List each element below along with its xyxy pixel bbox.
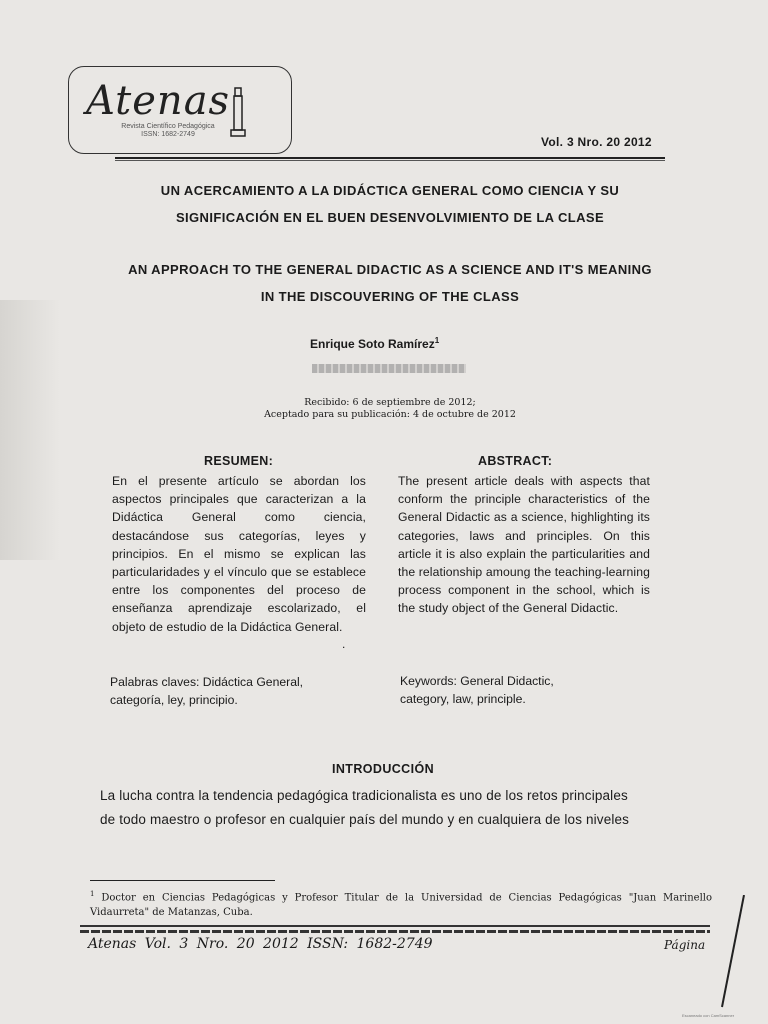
- abstract-keywords: Keywords: General Didactic, category, law, principle.: [400, 674, 554, 706]
- publication-dates: Recibido: 6 de septiembre de 2012; Aceptado para su publicación: 4 de octubre de 2012: [264, 397, 516, 420]
- title-english: AN APPROACH TO THE GENERAL DIDACTIC AS A SCIENCE AND IT'S MEANING IN THE DISCOUVERING OF THE CLASS: [128, 262, 652, 304]
- scan-edge-line: [718, 895, 748, 1010]
- footer-citation: Atenas Vol. 3 Nro. 20 2012 ISSN: 1682-2749: [88, 936, 433, 952]
- stray-mark: .: [342, 637, 346, 651]
- resumen-keywords: Palabras claves: Didáctica General, categoría, ley, principio.: [110, 675, 304, 707]
- volume-issue-year: Vol. 3 Nro. 20 2012: [541, 135, 652, 149]
- scan-shadow: [0, 300, 60, 560]
- resumen-heading: RESUMEN:: [204, 454, 274, 468]
- tower-icon: [228, 84, 248, 140]
- scanner-watermark: Escaneado con CamScanner: [682, 1013, 735, 1018]
- footnote-rule: [90, 880, 275, 881]
- header-rule: [115, 157, 665, 159]
- introduction-line-1: La lucha contra la tendencia pedagógica tradicionalista es uno de los retos principales: [100, 788, 628, 803]
- journal-logo-wordmark: Atenas: [86, 78, 231, 124]
- introduction-heading: INTRODUCCIÓN: [332, 762, 435, 776]
- introduction-line-2: de todo maestro o profesor en cualquier país del mundo y en cualquiera de los niveles: [100, 812, 630, 827]
- resumen-body: En el presente artículo se abordan los aspectos principales que caracterizan a la Didáctica General como ciencia, destacándose sus categorías, leyes y principios. En el mismo se explican las particularidades y el vínculo que se establece entre los componentes del proceso de enseñanza aprendizaje escolarizado, el objeto de estudio de la Didáctica General.: [112, 474, 366, 634]
- abstract-heading: ABSTRACT:: [478, 454, 553, 468]
- author-email-redacted: [312, 364, 466, 373]
- author-name: Enrique Soto Ramírez$^1$: [310, 336, 440, 351]
- title-spanish: UN ACERCAMIENTO A LA DIDÁCTICA GENERAL COMO CIENCIA Y SU SIGNIFICACIÓN EN EL BUEN DESENVOLVIMIENTO DE LA CLASE: [160, 183, 620, 225]
- footer-rule: [80, 925, 710, 927]
- journal-logo-subtitle: Revista Científico Pedagógica ISSN: 1682-2749: [121, 123, 215, 138]
- footer-page-label: Página: [664, 938, 706, 952]
- header-rule-thin: [115, 160, 665, 161]
- footnote: $^1$ Doctor en Ciencias Pedagógicas y Profesor Titular de la Universidad de Ciencias Pedagógicas "Juan Marinello Vidaurreta" de Matanzas, Cuba.: [90, 890, 712, 919]
- abstract-body: The present article deals with aspects that conform the principle characteristics of the General Didactic as a science, highlighting its categories, laws and principles. On this article it is also explain the particularities and the relationship amoung the teaching-learning process component in the school, which is the study object of the General Didactic.: [398, 474, 650, 616]
- footer-rule-dashed: [80, 930, 710, 933]
